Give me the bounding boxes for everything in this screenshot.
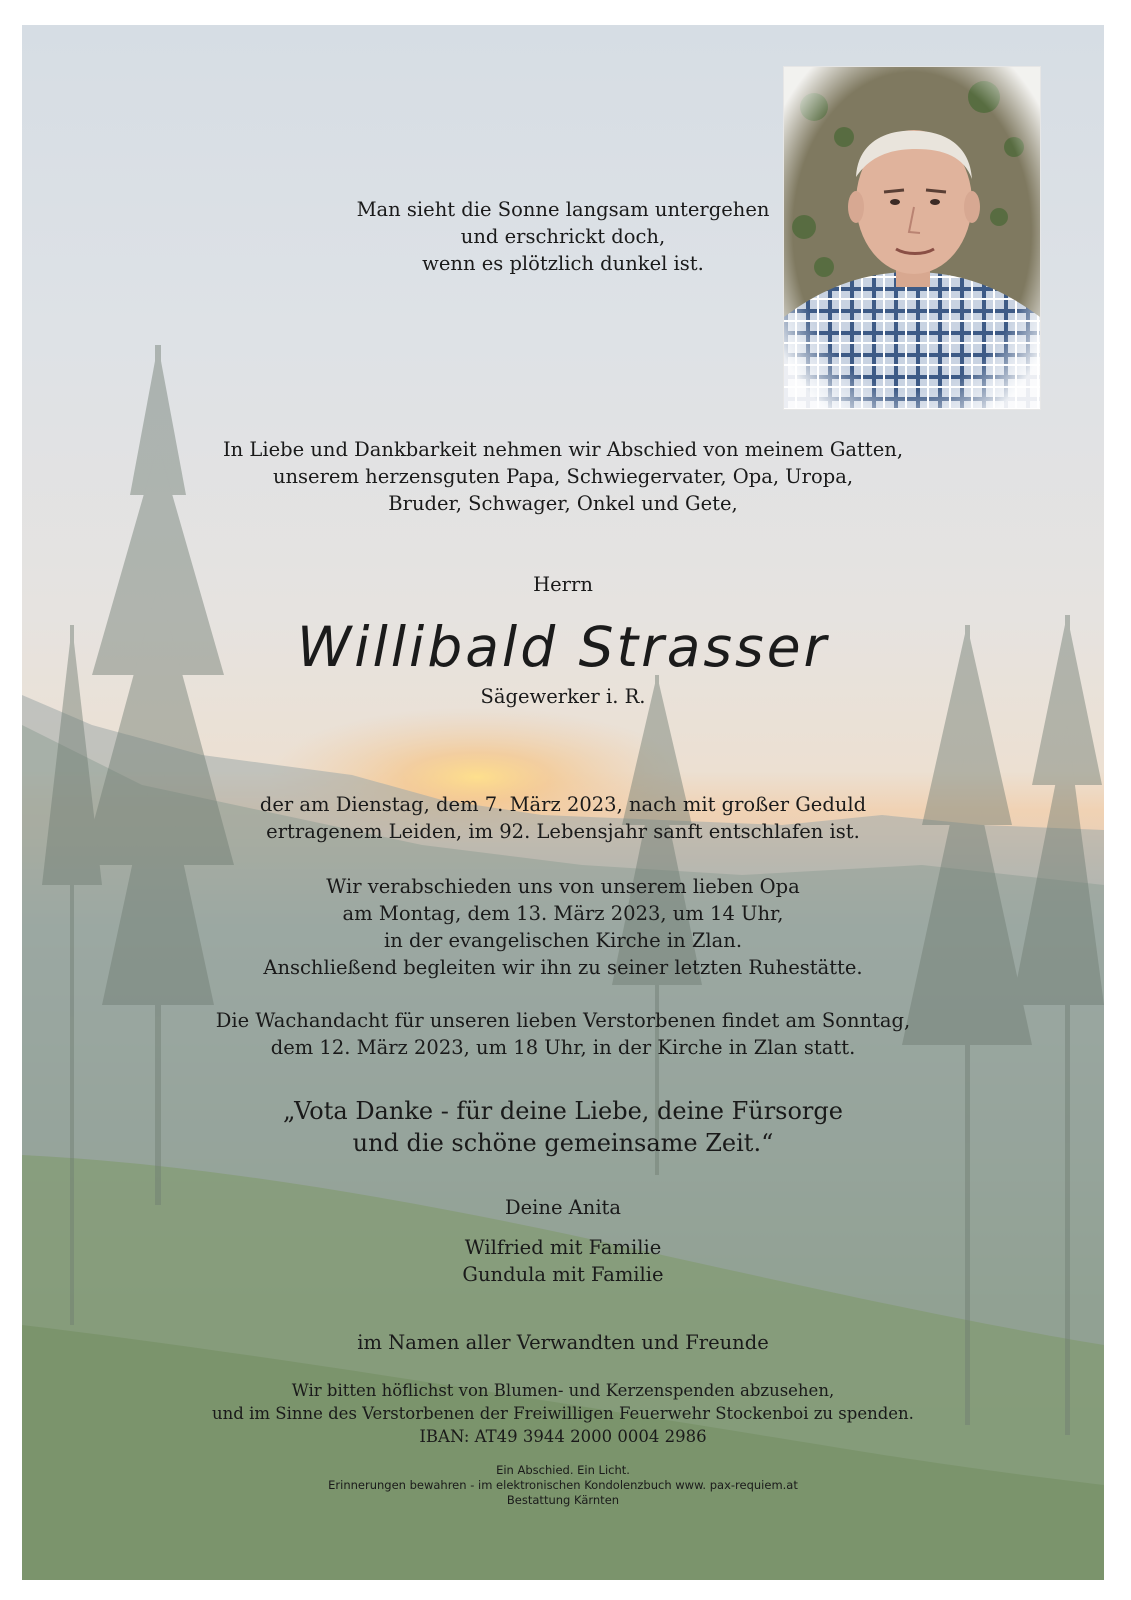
- footer-line: Erinnerungen bewahren - im elektronischen Kondolenzbuch www. pax-requiem.at: [328, 1478, 798, 1492]
- closing-quote: [22, 1095, 1104, 1159]
- footer: [22, 1463, 1104, 1508]
- funeral-details: [22, 873, 1104, 981]
- family-signatures: [22, 1234, 1104, 1288]
- funeral-line: in der evangelischen Kirche in Zlan.: [383, 929, 743, 952]
- deceased-name: Willibald Strasser: [296, 615, 830, 679]
- intro-text: [22, 436, 1104, 517]
- iban: IBAN: AT49 3944 2000 0004 2986: [419, 1427, 707, 1446]
- funeral-line: am Montag, dem 13. März 2023, um 14 Uhr,: [342, 902, 784, 925]
- poem-line: und erschrickt doch,: [460, 225, 666, 248]
- intro-line: In Liebe und Dankbarkeit nehmen wir Abschied von meinem Gatten,: [222, 438, 904, 461]
- footer-line: Ein Abschied. Ein Licht.: [496, 1463, 630, 1477]
- obituary-sheet: [22, 25, 1104, 1580]
- salutation: Herrn: [533, 573, 593, 596]
- wake-line: Die Wachandacht für unseren lieben Verstorbenen findet am Sonntag,: [215, 1009, 911, 1032]
- funeral-line: Anschließend begleiten wir ihn zu seiner letzten Ruhestätte.: [263, 956, 863, 979]
- spouse-signature: Deine Anita: [504, 1196, 622, 1219]
- donation-line: und im Sinne des Verstorbenen der Freiwilligen Feuerwehr Stockenboi zu spenden.: [212, 1404, 914, 1423]
- footer-line: Bestattung Kärnten: [506, 1493, 620, 1507]
- death-notice-line: der am Dienstag, dem 7. März 2023, nach mit großer Geduld: [259, 793, 867, 816]
- family-line: Wilfried mit Familie: [464, 1236, 662, 1259]
- poem-line: wenn es plötzlich dunkel ist.: [422, 252, 704, 275]
- death-notice: [22, 791, 1104, 845]
- donation-line: Wir bitten höflichst von Blumen- und Kerzenspenden abzusehen,: [291, 1381, 835, 1400]
- wake-line: dem 12. März 2023, um 18 Uhr, in der Kirche in Zlan statt.: [270, 1036, 856, 1059]
- donation-request: [22, 1379, 1104, 1448]
- funeral-line: Wir verabschieden uns von unserem lieben Opa: [326, 875, 800, 898]
- death-notice-line: ertragenem Leiden, im 92. Lebensjahr sanft entschlafen ist.: [266, 820, 860, 843]
- wake-details: [22, 1007, 1104, 1061]
- quote-line: und die schöne gemeinsame Zeit.“: [352, 1129, 774, 1157]
- relatives-line: im Namen aller Verwandten und Freunde: [357, 1331, 769, 1354]
- intro-line: unserem herzensguten Papa, Schwiegervater, Opa, Uropa,: [272, 465, 854, 488]
- poem-line: Man sieht die Sonne langsam untergehen: [356, 198, 770, 221]
- family-line: Gundula mit Familie: [462, 1263, 664, 1286]
- quote-line: „Vota Danke - für deine Liebe, deine Fürsorge: [283, 1097, 843, 1125]
- poem: [22, 196, 1104, 277]
- intro-line: Bruder, Schwager, Onkel und Gete,: [388, 492, 738, 515]
- occupation: Sägewerker i. R.: [480, 685, 646, 708]
